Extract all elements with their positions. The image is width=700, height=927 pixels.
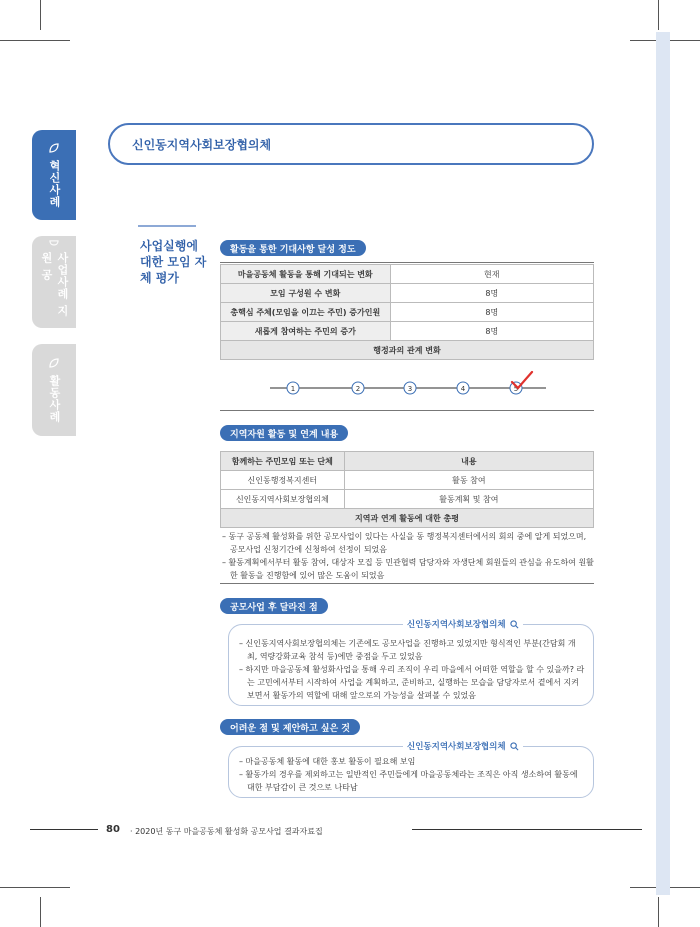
- difficulties-card: [228, 742, 594, 798]
- search-icon: [510, 742, 519, 751]
- scale-label: 2: [355, 385, 361, 393]
- bullet-item: – 동구 공동체 활성화를 위한 공모사업이 있다는 사실을 동 행정복지센터에서의 회의 중에 알게 되었으며, 공모사업 신청기간에 신청하여 선정이 되었음: [222, 532, 587, 554]
- crop-mark: [658, 0, 659, 30]
- table-row: [221, 471, 594, 490]
- column-header: 내용: [344, 452, 593, 471]
- table-row: [221, 284, 594, 303]
- row-value: 8명: [390, 322, 593, 341]
- table-row: [221, 303, 594, 322]
- scale-point: [510, 382, 522, 394]
- difficulties-bullets: [239, 755, 585, 794]
- column-header: 함께하는 주민모임 또는 단체: [221, 452, 345, 471]
- section-title-resources: 지역자원 활동 및 연계 내용: [220, 425, 348, 441]
- side-tab-label: 사업사례 지원 공: [40, 251, 69, 317]
- divider: [220, 410, 594, 411]
- bullet-item: – 활동가의 경우를 제외하고는 일반적인 주민들에게 마을공동체라는 조직은 아직 생소하여 활동에 대한 부담감이 큰 것으로 나타남: [239, 770, 578, 792]
- divider: [220, 262, 594, 263]
- scale-point: [287, 382, 299, 394]
- leaf-icon: [48, 142, 60, 154]
- left-heading-rule: [138, 225, 196, 227]
- table-cell: 활동 참여: [344, 471, 593, 490]
- changes-bullets: [239, 637, 585, 702]
- leaf-icon: [48, 357, 60, 369]
- footer-rule-left: [30, 829, 98, 830]
- bullet-item: – 마을공동체 활동에 대한 홍보 활동이 필요해 보임: [239, 757, 416, 766]
- row-label: 마을공동체 활동을 통해 기대되는 변화: [221, 265, 391, 284]
- table-row: [221, 509, 594, 528]
- card-title: [403, 618, 523, 630]
- crop-mark: [658, 897, 659, 927]
- section-title-expected: 활동을 통한 기대사항 달성 정도: [220, 240, 366, 256]
- section-title-changes: 공모사업 후 달라진 점: [220, 598, 328, 614]
- table-row: [221, 265, 594, 284]
- resources-table: [220, 451, 594, 528]
- bowl-icon: [48, 236, 60, 246]
- table-cell: 활동계획 및 참여: [344, 490, 593, 509]
- scale-point: [352, 382, 364, 394]
- rating-scale: [260, 370, 550, 400]
- row-value: 8명: [390, 303, 593, 322]
- scale-label: 4: [460, 385, 466, 393]
- divider: [220, 583, 594, 584]
- side-tab-label: 혁신사례: [48, 160, 61, 208]
- row-label: 총핵심 주체(모임을 이끄는 주민) 증가인원: [221, 303, 391, 322]
- scale-label: 1: [290, 385, 296, 393]
- side-tab-1[interactable]: [32, 236, 76, 328]
- scale-label: 3: [407, 385, 413, 393]
- card-title-text: 신인동지역사회보장협의체: [407, 620, 506, 630]
- card-title: [403, 740, 523, 752]
- summary-bullets: [222, 530, 594, 582]
- table-cell: 신인동행정복지센터: [221, 471, 345, 490]
- side-tab-label: 활동사례: [48, 375, 61, 423]
- row-value: 8명: [390, 284, 593, 303]
- row-label: 모임 구성원 수 변화: [221, 284, 391, 303]
- card-title-text: 신인동지역사회보장협의체: [407, 742, 506, 752]
- page-title: 신인동지역사회보장협의체: [132, 137, 272, 152]
- admin-change-label: 행정과의 관계 변화: [221, 341, 594, 360]
- footer-text: · 2020년 동구 마을공동체 활성화 공모사업 결과자료집: [130, 827, 323, 836]
- expected-table: [220, 264, 594, 360]
- row-value: 현재: [390, 265, 593, 284]
- page-edge-strip: [656, 32, 670, 895]
- section-title-difficulties: 어려운 점 및 제안하고 싶은 것: [220, 719, 360, 735]
- crop-mark: [0, 40, 70, 41]
- bullet-item: – 활동계획에서부터 활동 참여, 대상자 모집 등 민관협력 담당자와 자생단체 회원들의 관심을 유도하여 원활한 활동을 진행함에 있어 많은 도움이 되었음: [222, 558, 594, 580]
- header-box: [108, 123, 594, 165]
- bullet-item: – 하지만 마을공동체 활성화사업을 통해 우리 조직이 우리 마을에서 어떠한 역할을 할 수 있을까? 라는 고민에서부터 시작하여 사업을 계획하고, 준비하고, 실행하는 모습을 담당자로서 곁에서 지켜보면서 활동가의 역할에 대해 앞으로의 가능성을 살펴볼 수 있었음: [239, 665, 585, 700]
- table-row: [221, 341, 594, 360]
- table-cell: 신인동지역사회보장협의체: [221, 490, 345, 509]
- footer-rule-right: [412, 829, 642, 830]
- left-heading: 사업실행에 대한 모임 자체 평가: [140, 239, 207, 285]
- crop-mark: [40, 0, 41, 30]
- side-tab-0[interactable]: [32, 130, 76, 220]
- bullet-item: – 신인동지역사회보장협의체는 기존에도 공모사업을 진행하고 있었지만 형식적인 부분(간담회 개최, 역량강화교육 참석 등)에만 중점을 두고 있었음: [239, 639, 576, 661]
- summary-label: 지역과 연계 활동에 대한 총평: [221, 509, 594, 528]
- table-row: [221, 322, 594, 341]
- table-row: [221, 490, 594, 509]
- scale-point: [457, 382, 469, 394]
- page-number: 80: [106, 824, 120, 835]
- crop-mark: [40, 897, 41, 927]
- row-label: 새롭게 참여하는 주민의 증가: [221, 322, 391, 341]
- crop-mark: [0, 887, 70, 888]
- scale-label: 5: [513, 385, 519, 393]
- table-header-row: [221, 452, 594, 471]
- side-tab-2[interactable]: [32, 344, 76, 436]
- scale-point: [404, 382, 416, 394]
- search-icon: [510, 620, 519, 629]
- changes-card: [228, 620, 594, 706]
